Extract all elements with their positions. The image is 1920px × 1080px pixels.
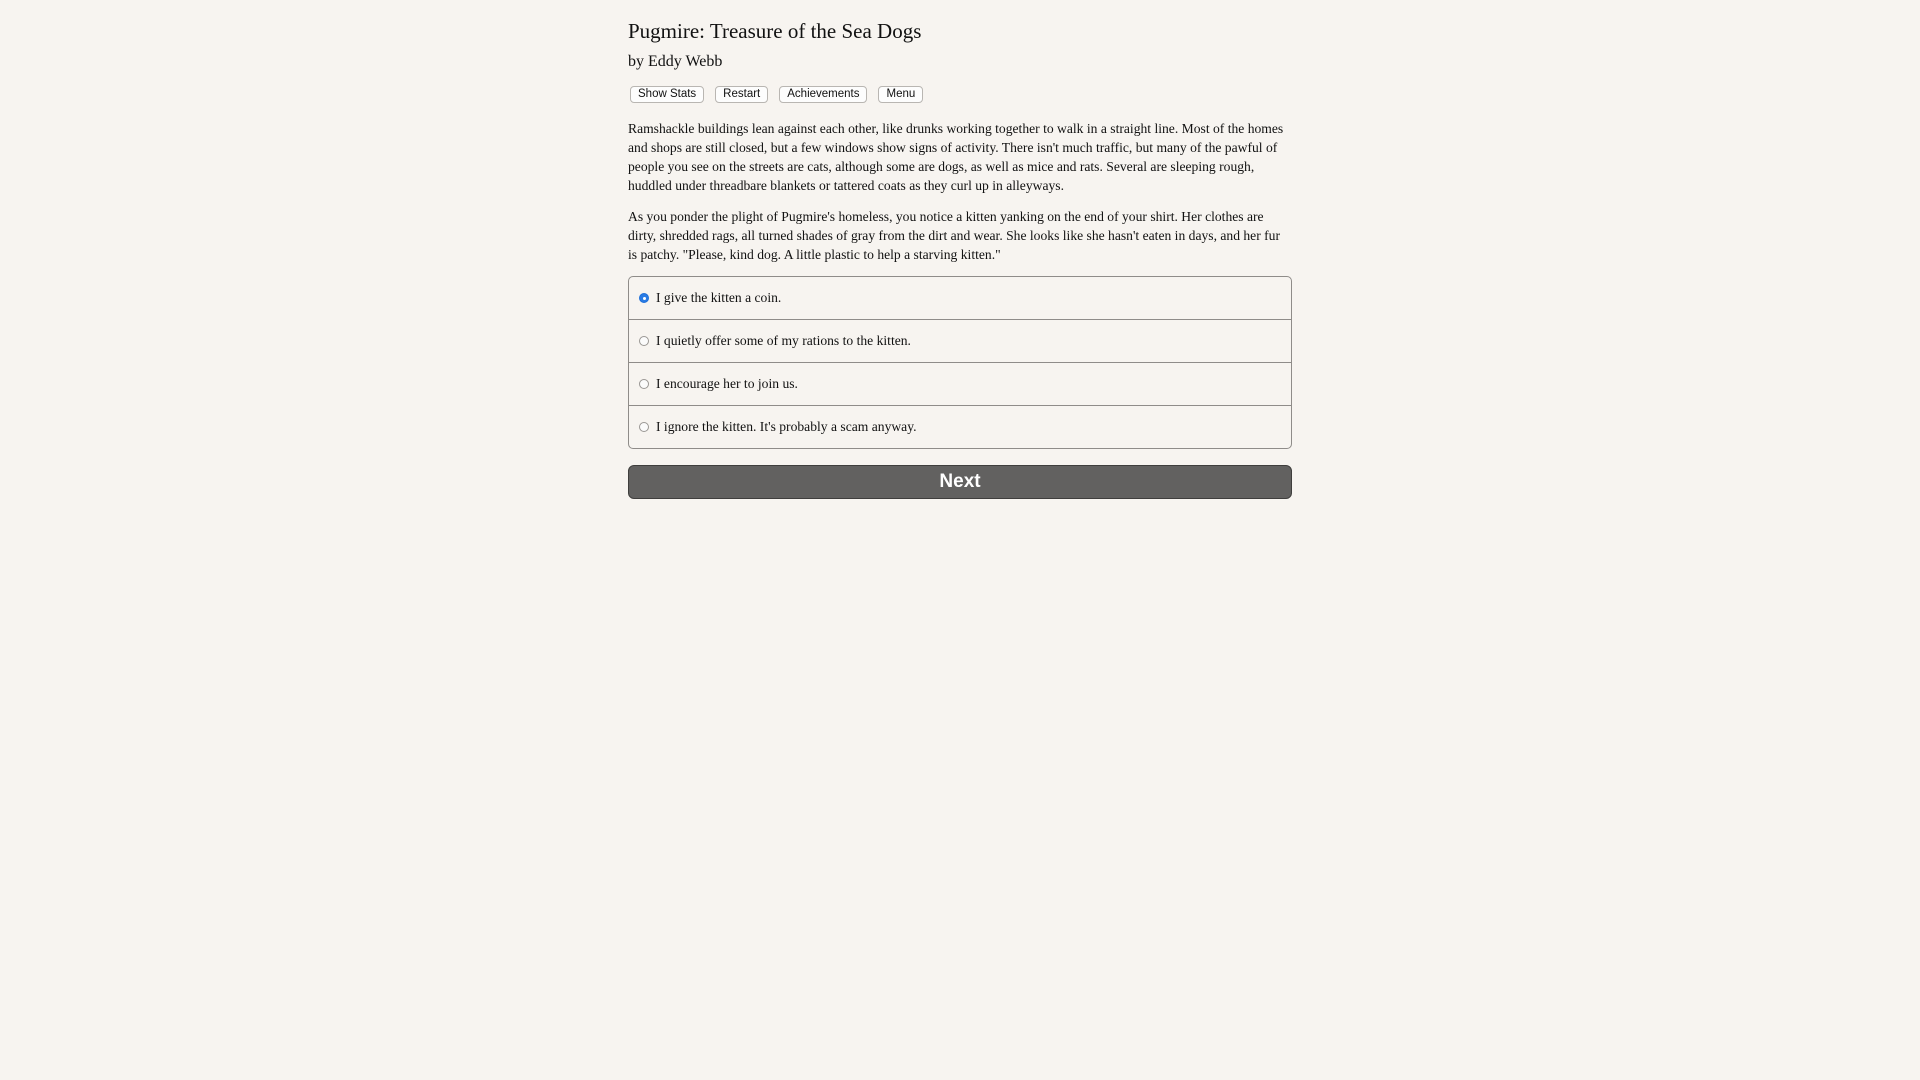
toolbar bbox=[628, 85, 1292, 103]
choice-label: I give the kitten a coin. bbox=[656, 290, 782, 305]
next-button[interactable]: Next bbox=[628, 465, 1292, 499]
story-paragraph: Ramshackle buildings lean against each other, like drunks working together to walk in a straight line. Most of the homes and shops are still closed, but a few windows show signs of activity. There isn't much traffic, but many of the pawful of people you see on the streets are cats, although some are dogs, as well as mice and rats. Several are sleeping rough, huddled under threadbare blankets or tattered coats as they curl up in alleyways. bbox=[628, 121, 1284, 193]
choice-label: I encourage her to join us. bbox=[656, 376, 798, 391]
game-page bbox=[628, 0, 1292, 499]
choice-label: I quietly offer some of my rations to the kitten. bbox=[656, 333, 911, 348]
choice-option[interactable] bbox=[629, 319, 1291, 362]
radio-button[interactable] bbox=[639, 336, 649, 346]
choice-label: I ignore the kitten. It's probably a scam anyway. bbox=[656, 419, 917, 434]
restart-button[interactable]: Restart bbox=[715, 86, 768, 103]
achievements-button[interactable]: Achievements bbox=[779, 86, 867, 103]
choice-option[interactable] bbox=[629, 405, 1291, 448]
radio-button[interactable] bbox=[639, 422, 649, 432]
radio-button[interactable] bbox=[639, 379, 649, 389]
author-byline: by Eddy Webb bbox=[628, 53, 723, 70]
choice-list bbox=[628, 276, 1292, 449]
game-title: Pugmire: Treasure of the Sea Dogs bbox=[628, 19, 922, 43]
menu-button[interactable]: Menu bbox=[878, 86, 923, 103]
choice-option[interactable] bbox=[629, 362, 1291, 405]
show-stats-button[interactable]: Show Stats bbox=[630, 86, 704, 103]
story-text bbox=[628, 119, 1292, 264]
radio-button[interactable] bbox=[639, 293, 649, 303]
story-paragraph: As you ponder the plight of Pugmire's homeless, you notice a kitten yanking on the end of your shirt. Her clothes are dirty, shredded rags, all turned shades of gray from the dirt and wear. She looks like she hasn't eaten in days, and her fur is patchy. "Please, kind dog. A little plastic to help a starving kitten." bbox=[628, 209, 1280, 262]
choice-option[interactable] bbox=[629, 277, 1291, 319]
